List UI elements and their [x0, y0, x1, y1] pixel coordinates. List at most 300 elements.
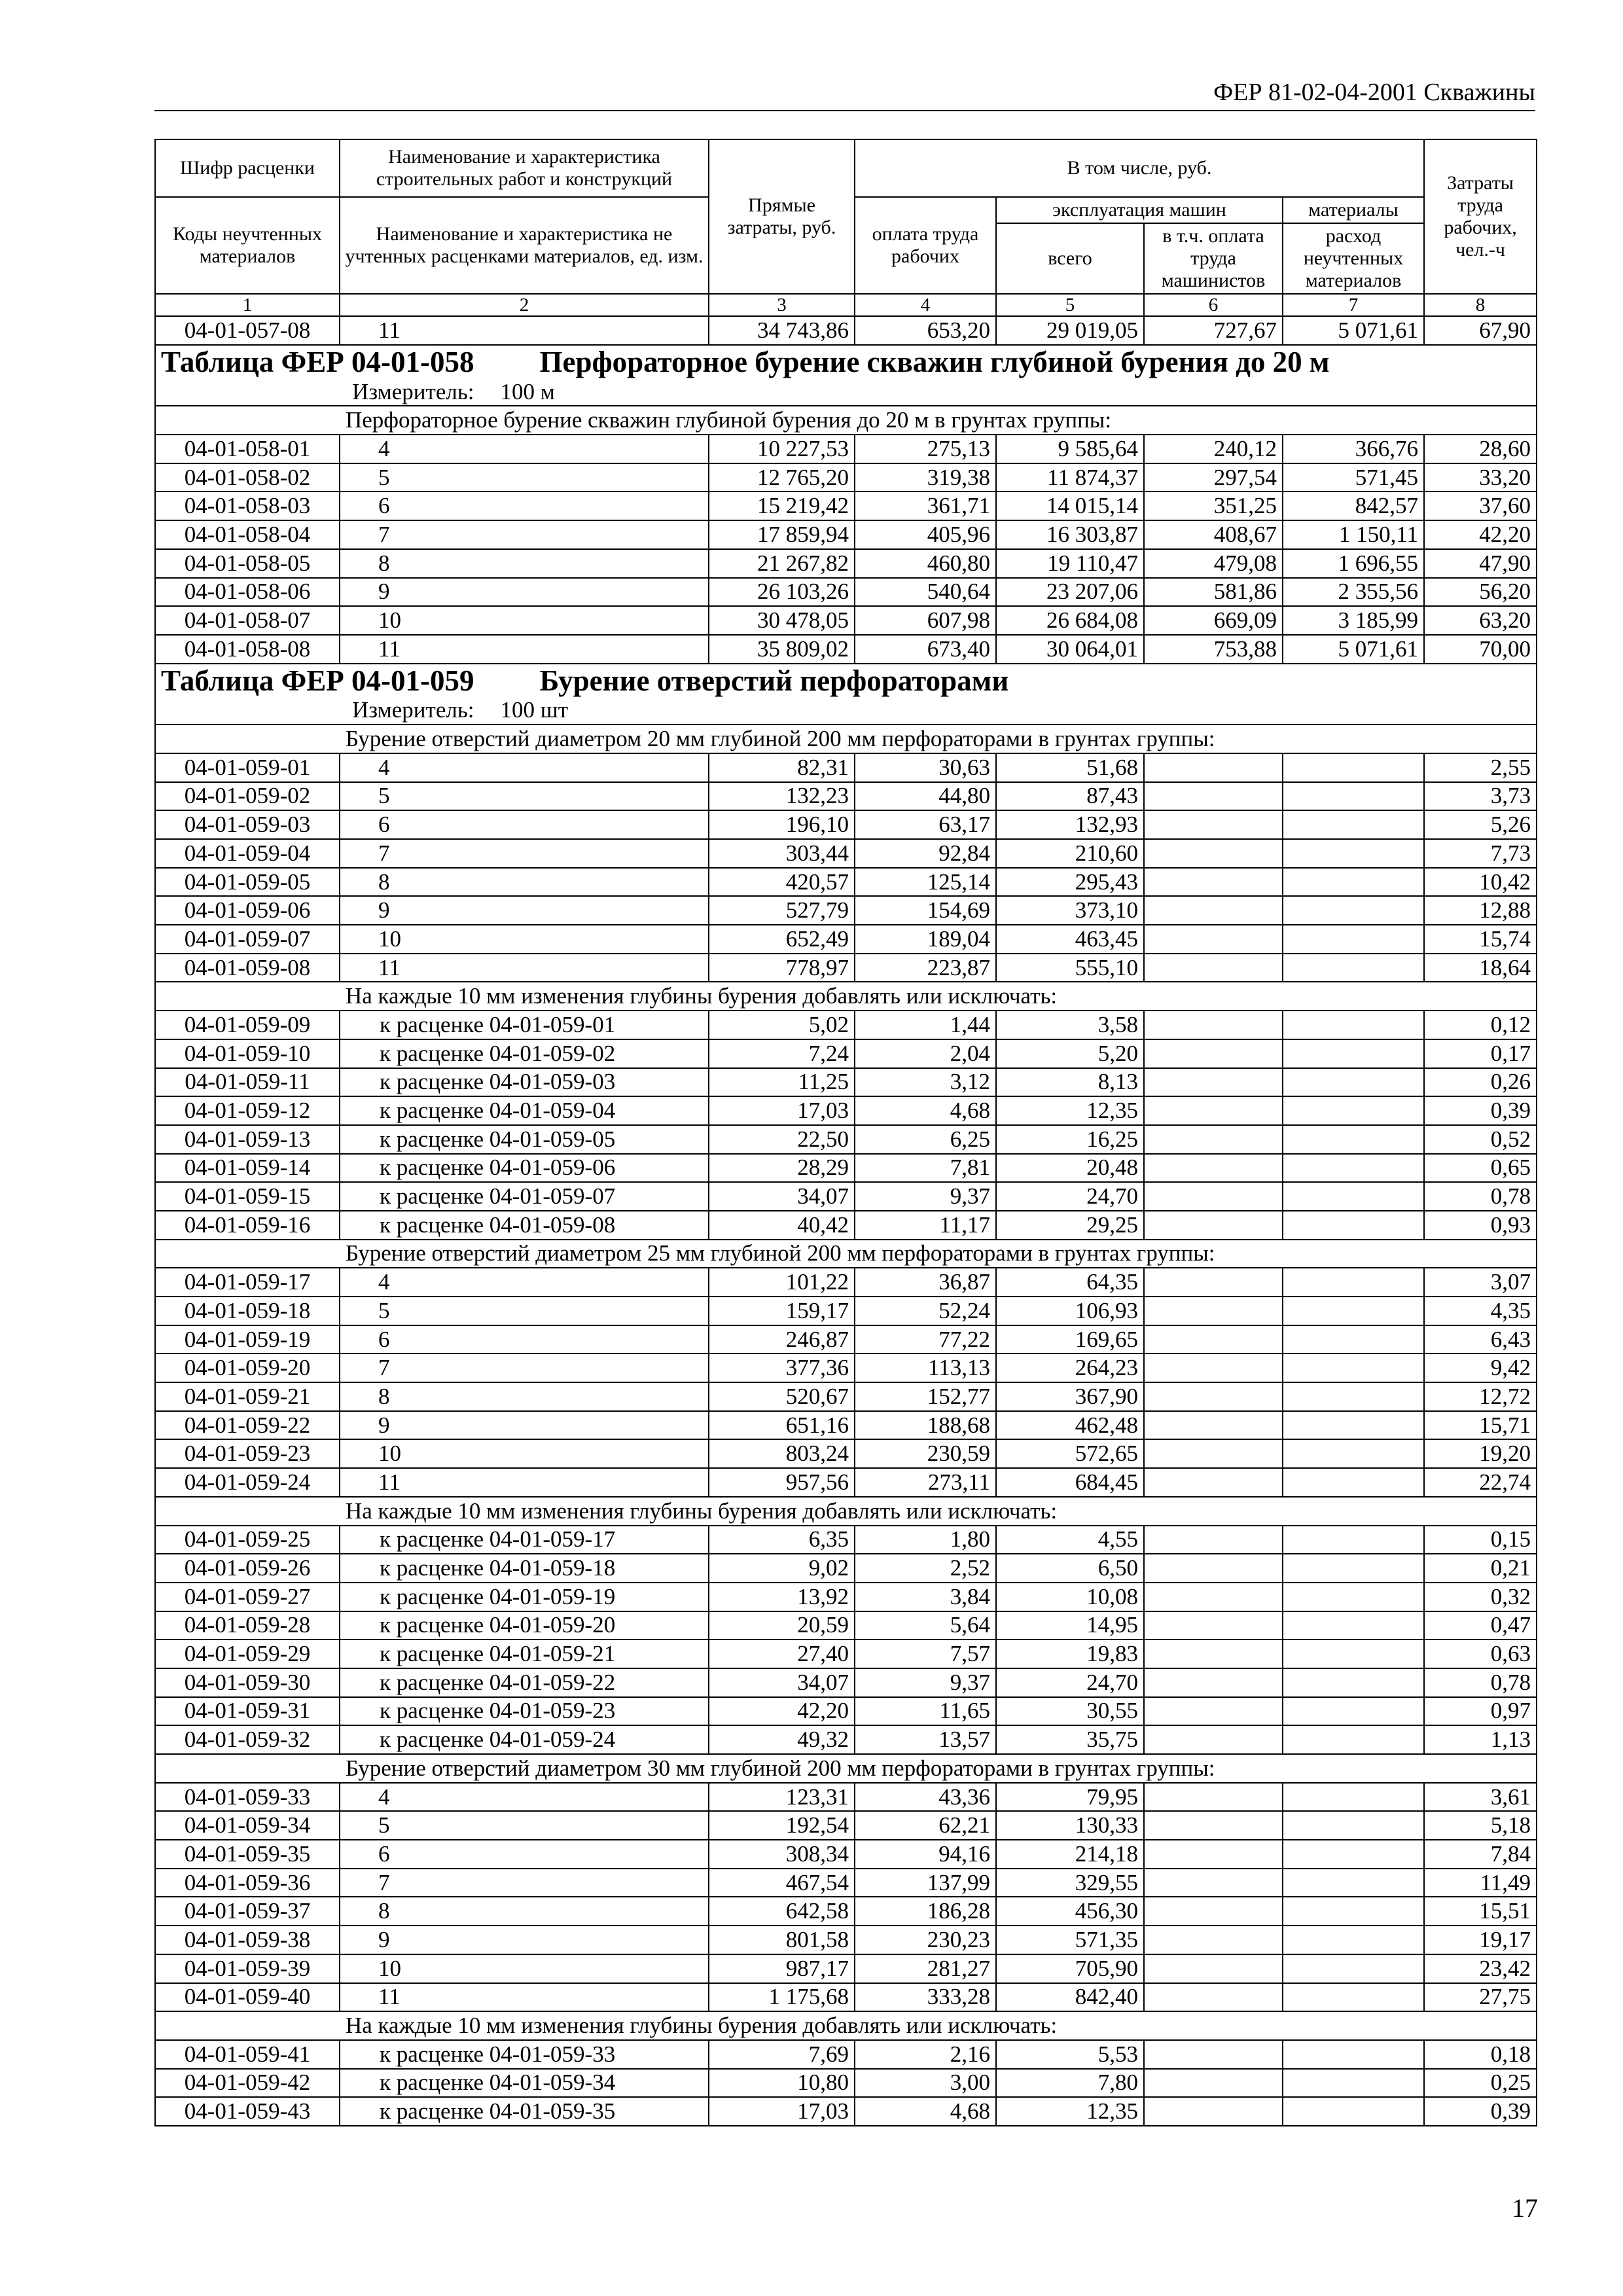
- labor-hours: 0,78: [1424, 1182, 1537, 1211]
- rate-code: 04-01-059-24: [155, 1468, 340, 1497]
- rate-name: 6: [340, 810, 709, 839]
- rate-name: 7: [340, 839, 709, 868]
- machines-total: 456,30: [996, 1897, 1144, 1926]
- header-name-top: Наименование и характеристика строительных работ и конструкций: [340, 139, 709, 197]
- labor-pay: 4,68: [855, 1096, 996, 1125]
- direct-cost: 652,49: [709, 925, 855, 954]
- rate-name: 8: [340, 1897, 709, 1926]
- machinists-pay: [1144, 1526, 1283, 1554]
- rate-name: к расценке 04-01-059-19: [340, 1583, 709, 1611]
- rate-name: 4: [340, 1783, 709, 1812]
- table-row: [155, 1668, 1537, 1697]
- direct-cost: 35 809,02: [709, 635, 855, 664]
- labor-hours: 56,20: [1424, 578, 1537, 607]
- rates-table: [154, 139, 1537, 2126]
- rate-code: 04-01-059-07: [155, 925, 340, 954]
- labor-pay: 92,84: [855, 839, 996, 868]
- labor-pay: 3,84: [855, 1583, 996, 1611]
- table-row: [155, 316, 1537, 345]
- labor-hours: 12,72: [1424, 1382, 1537, 1411]
- machinists-pay: [1144, 1840, 1283, 1869]
- group-subheading: Бурение отверстий диаметром 30 мм глубиной 200 мм перфораторами в грунтах группы:: [155, 1754, 1537, 1783]
- machines-total: 30 064,01: [996, 635, 1144, 664]
- rate-code: 04-01-059-11: [155, 1068, 340, 1097]
- direct-cost: 467,54: [709, 1869, 855, 1897]
- labor-pay: 13,57: [855, 1725, 996, 1754]
- labor-hours: 47,90: [1424, 549, 1537, 578]
- labor-pay: 361,71: [855, 492, 996, 520]
- machinists-pay: [1144, 1297, 1283, 1325]
- machinists-pay: [1144, 1640, 1283, 1668]
- direct-cost: 15 219,42: [709, 492, 855, 520]
- labor-pay: 30,63: [855, 753, 996, 782]
- rate-name: к расценке 04-01-059-03: [340, 1068, 709, 1097]
- rate-name: 10: [340, 1439, 709, 1468]
- rate-name: к расценке 04-01-059-20: [340, 1611, 709, 1640]
- materials: [1283, 1811, 1424, 1840]
- machines-total: 555,10: [996, 954, 1144, 982]
- direct-cost: 803,24: [709, 1439, 855, 1468]
- machines-total: 684,45: [996, 1468, 1144, 1497]
- rate-code: 04-01-059-03: [155, 810, 340, 839]
- labor-hours: 1,13: [1424, 1725, 1537, 1754]
- machines-total: 5,20: [996, 1039, 1144, 1068]
- header-machines: эксплуатация машин: [996, 197, 1283, 223]
- machines-total: 10,08: [996, 1583, 1144, 1611]
- machines-total: 7,80: [996, 2069, 1144, 2098]
- table-row: [155, 1382, 1537, 1411]
- rate-code: 04-01-059-27: [155, 1583, 340, 1611]
- meter-row: [155, 697, 1537, 725]
- labor-hours: 37,60: [1424, 492, 1537, 520]
- header-name-bottom: Наименование и характеристика не учтенных расценками материалов, ед. изм.: [340, 197, 709, 294]
- direct-cost: 22,50: [709, 1125, 855, 1154]
- rate-code: 04-01-058-08: [155, 635, 340, 664]
- materials: [1283, 1840, 1424, 1869]
- header-machines-labor: в т.ч. оплата труда машинистов: [1144, 223, 1283, 294]
- machinists-pay: [1144, 1325, 1283, 1354]
- machinists-pay: [1144, 2040, 1283, 2069]
- page-header: [154, 75, 1535, 111]
- rate-code: 04-01-059-25: [155, 1526, 340, 1554]
- meter: [155, 378, 1537, 406]
- column-number: 6: [1144, 294, 1283, 316]
- labor-hours: 3,61: [1424, 1783, 1537, 1812]
- materials: [1283, 1611, 1424, 1640]
- rate-name: 7: [340, 1869, 709, 1897]
- direct-cost: 192,54: [709, 1811, 855, 1840]
- labor-pay: 230,59: [855, 1439, 996, 1468]
- machines-total: 24,70: [996, 1182, 1144, 1211]
- materials: [1283, 1354, 1424, 1382]
- header-materials: материалы: [1283, 197, 1424, 223]
- column-number: 8: [1424, 294, 1537, 316]
- rate-code: 04-01-058-05: [155, 549, 340, 578]
- machines-total: 79,95: [996, 1783, 1144, 1812]
- materials: [1283, 1297, 1424, 1325]
- meter: [155, 697, 1537, 725]
- machines-total: 264,23: [996, 1354, 1144, 1382]
- table-row: [155, 2097, 1537, 2126]
- rate-name: 4: [340, 435, 709, 463]
- header-machines-total: всего: [996, 223, 1144, 294]
- materials: [1283, 1640, 1424, 1668]
- subheading-row: [155, 406, 1537, 435]
- materials: [1283, 896, 1424, 925]
- rate-code: 04-01-059-39: [155, 1954, 340, 1983]
- labor-pay: 188,68: [855, 1411, 996, 1440]
- rate-code: 04-01-059-01: [155, 753, 340, 782]
- table-row: [155, 925, 1537, 954]
- machines-total: 295,43: [996, 868, 1144, 897]
- machines-total: 210,60: [996, 839, 1144, 868]
- table-label: Таблица ФЕР 04-01-059: [161, 664, 474, 697]
- table-row: [155, 1096, 1537, 1125]
- machines-total: 11 874,37: [996, 463, 1144, 492]
- meter-value: 100 м: [500, 378, 555, 404]
- labor-pay: 11,17: [855, 1211, 996, 1240]
- machinists-pay: [1144, 1211, 1283, 1240]
- machinists-pay: [1144, 1926, 1283, 1954]
- machinists-pay: 727,67: [1144, 316, 1283, 345]
- rate-name: к расценке 04-01-059-08: [340, 1211, 709, 1240]
- materials: 1 150,11: [1283, 520, 1424, 549]
- labor-pay: 333,28: [855, 1983, 996, 2012]
- labor-pay: 607,98: [855, 606, 996, 635]
- subheading-row: [155, 1240, 1537, 1268]
- materials: [1283, 925, 1424, 954]
- materials: 842,57: [1283, 492, 1424, 520]
- machinists-pay: [1144, 1439, 1283, 1468]
- rate-code: 04-01-059-18: [155, 1297, 340, 1325]
- subheading-row: [155, 725, 1537, 753]
- rate-name: 4: [340, 1268, 709, 1297]
- table-row: [155, 810, 1537, 839]
- rate-code: 04-01-059-09: [155, 1011, 340, 1039]
- machinists-pay: [1144, 1468, 1283, 1497]
- labor-pay: 62,21: [855, 1811, 996, 1840]
- rate-code: 04-01-059-41: [155, 2040, 340, 2069]
- rate-name: 8: [340, 1382, 709, 1411]
- machines-total: 9 585,64: [996, 435, 1144, 463]
- rate-name: 11: [340, 954, 709, 982]
- rate-code: 04-01-059-04: [155, 839, 340, 868]
- labor-hours: 0,12: [1424, 1011, 1537, 1039]
- labor-pay: 5,64: [855, 1611, 996, 1640]
- table-row: [155, 1697, 1537, 1726]
- rate-code: 04-01-059-17: [155, 1268, 340, 1297]
- materials: [1283, 1583, 1424, 1611]
- machines-total: 35,75: [996, 1725, 1144, 1754]
- labor-pay: 460,80: [855, 549, 996, 578]
- machinists-pay: [1144, 1811, 1283, 1840]
- machinists-pay: 479,08: [1144, 549, 1283, 578]
- direct-cost: 42,20: [709, 1697, 855, 1726]
- rate-name: к расценке 04-01-059-05: [340, 1125, 709, 1154]
- labor-hours: 2,55: [1424, 753, 1537, 782]
- direct-cost: 123,31: [709, 1783, 855, 1812]
- machinists-pay: [1144, 2069, 1283, 2098]
- direct-cost: 987,17: [709, 1954, 855, 1983]
- direct-cost: 11,25: [709, 1068, 855, 1097]
- direct-cost: 101,22: [709, 1268, 855, 1297]
- direct-cost: 957,56: [709, 1468, 855, 1497]
- rate-name: 11: [340, 316, 709, 345]
- machinists-pay: [1144, 1983, 1283, 2012]
- rate-code: 04-01-059-19: [155, 1325, 340, 1354]
- machines-total: 14 015,14: [996, 492, 1144, 520]
- rate-name: 6: [340, 1325, 709, 1354]
- table-row: [155, 435, 1537, 463]
- table-body: [155, 316, 1537, 2126]
- labor-hours: 0,97: [1424, 1697, 1537, 1726]
- direct-cost: 9,02: [709, 1554, 855, 1583]
- machinists-pay: [1144, 1354, 1283, 1382]
- rate-code: 04-01-059-20: [155, 1354, 340, 1382]
- direct-cost: 651,16: [709, 1411, 855, 1440]
- table-row: [155, 1783, 1537, 1812]
- machinists-pay: [1144, 1897, 1283, 1926]
- direct-cost: 27,40: [709, 1640, 855, 1668]
- labor-pay: 137,99: [855, 1869, 996, 1897]
- materials: 5 071,61: [1283, 635, 1424, 664]
- materials: [1283, 868, 1424, 897]
- materials: [1283, 1554, 1424, 1583]
- machines-total: 20,48: [996, 1154, 1144, 1183]
- rate-code: 04-01-058-07: [155, 606, 340, 635]
- document-title: ФЕР 81-02-04-2001 Скважины: [1213, 79, 1535, 106]
- direct-cost: 49,32: [709, 1725, 855, 1754]
- machines-total: 23 207,06: [996, 578, 1144, 607]
- rate-code: 04-01-059-38: [155, 1926, 340, 1954]
- rate-name: к расценке 04-01-059-17: [340, 1526, 709, 1554]
- labor-hours: 0,39: [1424, 1096, 1537, 1125]
- materials: [1283, 1211, 1424, 1240]
- labor-hours: 15,74: [1424, 925, 1537, 954]
- direct-cost: 7,69: [709, 2040, 855, 2069]
- direct-cost: 420,57: [709, 868, 855, 897]
- labor-pay: 63,17: [855, 810, 996, 839]
- direct-cost: 34,07: [709, 1182, 855, 1211]
- labor-hours: 5,18: [1424, 1811, 1537, 1840]
- materials: [1283, 810, 1424, 839]
- labor-hours: 7,84: [1424, 1840, 1537, 1869]
- labor-pay: 36,87: [855, 1268, 996, 1297]
- labor-pay: 94,16: [855, 1840, 996, 1869]
- rate-code: 04-01-058-03: [155, 492, 340, 520]
- materials: [1283, 1439, 1424, 1468]
- machines-total: 12,35: [996, 2097, 1144, 2126]
- table-row: [155, 1926, 1537, 1954]
- table-row: [155, 1125, 1537, 1154]
- materials: [1283, 1668, 1424, 1697]
- machines-total: 373,10: [996, 896, 1144, 925]
- machines-total: 130,33: [996, 1811, 1144, 1840]
- header-labor-cost: Затраты труда рабочих, чел.-ч: [1424, 139, 1537, 294]
- labor-hours: 70,00: [1424, 635, 1537, 664]
- machines-total: 3,58: [996, 1011, 1144, 1039]
- labor-pay: 3,00: [855, 2069, 996, 2098]
- table-row: [155, 520, 1537, 549]
- labor-hours: 0,26: [1424, 1068, 1537, 1097]
- table-row: [155, 1468, 1537, 1497]
- labor-hours: 5,26: [1424, 810, 1537, 839]
- rate-name: 9: [340, 1926, 709, 1954]
- machinists-pay: [1144, 782, 1283, 811]
- machinists-pay: 669,09: [1144, 606, 1283, 635]
- rate-code: 04-01-058-02: [155, 463, 340, 492]
- materials: [1283, 1382, 1424, 1411]
- direct-cost: 7,24: [709, 1039, 855, 1068]
- materials: [1283, 1068, 1424, 1097]
- rate-code: 04-01-059-35: [155, 1840, 340, 1869]
- group-subheading: Бурение отверстий диаметром 25 мм глубиной 200 мм перфораторами в грунтах группы:: [155, 1240, 1537, 1268]
- rate-name: 6: [340, 492, 709, 520]
- machines-total: 571,35: [996, 1926, 1144, 1954]
- labor-hours: 0,63: [1424, 1640, 1537, 1668]
- rate-code: 04-01-059-30: [155, 1668, 340, 1697]
- table-row: [155, 1154, 1537, 1183]
- labor-pay: 186,28: [855, 1897, 996, 1926]
- machinists-pay: [1144, 868, 1283, 897]
- direct-cost: 801,58: [709, 1926, 855, 1954]
- machines-total: 169,65: [996, 1325, 1144, 1354]
- rate-code: 04-01-059-26: [155, 1554, 340, 1583]
- column-number: 7: [1283, 294, 1424, 316]
- direct-cost: 10 227,53: [709, 435, 855, 463]
- machinists-pay: 753,88: [1144, 635, 1283, 664]
- labor-pay: 275,13: [855, 435, 996, 463]
- machines-total: 132,93: [996, 810, 1144, 839]
- table-row: [155, 1526, 1537, 1554]
- rate-code: 04-01-059-08: [155, 954, 340, 982]
- table-row: [155, 868, 1537, 897]
- rate-name: 6: [340, 1840, 709, 1869]
- direct-cost: 34 743,86: [709, 316, 855, 345]
- rate-code: 04-01-058-06: [155, 578, 340, 607]
- machines-total: 29,25: [996, 1211, 1144, 1240]
- rate-code: 04-01-059-29: [155, 1640, 340, 1668]
- machinists-pay: 351,25: [1144, 492, 1283, 520]
- materials: [1283, 1154, 1424, 1183]
- rate-name: к расценке 04-01-059-35: [340, 2097, 709, 2126]
- labor-pay: 125,14: [855, 868, 996, 897]
- labor-pay: 9,37: [855, 1182, 996, 1211]
- direct-cost: 642,58: [709, 1897, 855, 1926]
- labor-pay: 2,52: [855, 1554, 996, 1583]
- meter-row: [155, 378, 1537, 406]
- table-row: [155, 1268, 1537, 1297]
- direct-cost: 377,36: [709, 1354, 855, 1382]
- rate-name: к расценке 04-01-059-07: [340, 1182, 709, 1211]
- materials: [1283, 1954, 1424, 1983]
- header-materials-sub: расход неучтенных материалов: [1283, 223, 1424, 294]
- labor-hours: 19,17: [1424, 1926, 1537, 1954]
- rate-code: 04-01-058-01: [155, 435, 340, 463]
- materials: [1283, 1526, 1424, 1554]
- table-title: Перфораторное бурение скважин глубиной бурения до 20 м: [539, 345, 1330, 378]
- direct-cost: 30 478,05: [709, 606, 855, 635]
- machinists-pay: 297,54: [1144, 463, 1283, 492]
- table-row: [155, 1325, 1537, 1354]
- machines-total: 8,13: [996, 1068, 1144, 1097]
- column-numbers-row: [155, 294, 1537, 316]
- direct-cost: 246,87: [709, 1325, 855, 1354]
- labor-hours: 23,42: [1424, 1954, 1537, 1983]
- labor-hours: 7,73: [1424, 839, 1537, 868]
- materials: [1283, 1697, 1424, 1726]
- table-row: [155, 1869, 1537, 1897]
- table-row: [155, 2040, 1537, 2069]
- direct-cost: 13,92: [709, 1583, 855, 1611]
- direct-cost: 527,79: [709, 896, 855, 925]
- labor-pay: 152,77: [855, 1382, 996, 1411]
- machinists-pay: [1144, 1039, 1283, 1068]
- labor-hours: 27,75: [1424, 1983, 1537, 2012]
- labor-hours: 0,52: [1424, 1125, 1537, 1154]
- materials: [1283, 1783, 1424, 1812]
- header-labor: оплата труда рабочих: [855, 197, 996, 294]
- subheading-row: [155, 982, 1537, 1011]
- table-row: [155, 1611, 1537, 1640]
- table-row: [155, 753, 1537, 782]
- labor-hours: 0,65: [1424, 1154, 1537, 1183]
- direct-cost: 82,31: [709, 753, 855, 782]
- machines-total: 64,35: [996, 1268, 1144, 1297]
- machinists-pay: [1144, 1182, 1283, 1211]
- column-number: 3: [709, 294, 855, 316]
- labor-hours: 12,88: [1424, 896, 1537, 925]
- materials: [1283, 1039, 1424, 1068]
- rate-name: к расценке 04-01-059-02: [340, 1039, 709, 1068]
- machinists-pay: [1144, 1154, 1283, 1183]
- section-title-row: [155, 664, 1537, 697]
- labor-pay: 113,13: [855, 1354, 996, 1382]
- direct-cost: 1 175,68: [709, 1983, 855, 2012]
- header-direct: Прямые затраты, руб.: [709, 139, 855, 294]
- materials: [1283, 782, 1424, 811]
- materials: [1283, 1926, 1424, 1954]
- table-row: [155, 635, 1537, 664]
- table-row: [155, 1411, 1537, 1440]
- labor-hours: 0,32: [1424, 1583, 1537, 1611]
- table-row: [155, 1039, 1537, 1068]
- direct-cost: 40,42: [709, 1211, 855, 1240]
- labor-hours: 0,25: [1424, 2069, 1537, 2098]
- direct-cost: 5,02: [709, 1011, 855, 1039]
- direct-cost: 10,80: [709, 2069, 855, 2098]
- machines-total: 12,35: [996, 1096, 1144, 1125]
- labor-pay: 154,69: [855, 896, 996, 925]
- rate-name: к расценке 04-01-059-04: [340, 1096, 709, 1125]
- table-row: [155, 954, 1537, 982]
- table-row: [155, 1954, 1537, 1983]
- rate-code: 04-01-059-36: [155, 1869, 340, 1897]
- rate-code: 04-01-059-15: [155, 1182, 340, 1211]
- rate-name: 9: [340, 896, 709, 925]
- materials: [1283, 1468, 1424, 1497]
- labor-hours: 18,64: [1424, 954, 1537, 982]
- section-title-row: [155, 345, 1537, 378]
- table-row: [155, 1897, 1537, 1926]
- rate-code: 04-01-058-04: [155, 520, 340, 549]
- machines-total: 30,55: [996, 1697, 1144, 1726]
- column-number: 5: [996, 294, 1144, 316]
- materials: 5 071,61: [1283, 316, 1424, 345]
- labor-hours: 3,07: [1424, 1268, 1537, 1297]
- rate-name: к расценке 04-01-059-06: [340, 1154, 709, 1183]
- machines-total: 16,25: [996, 1125, 1144, 1154]
